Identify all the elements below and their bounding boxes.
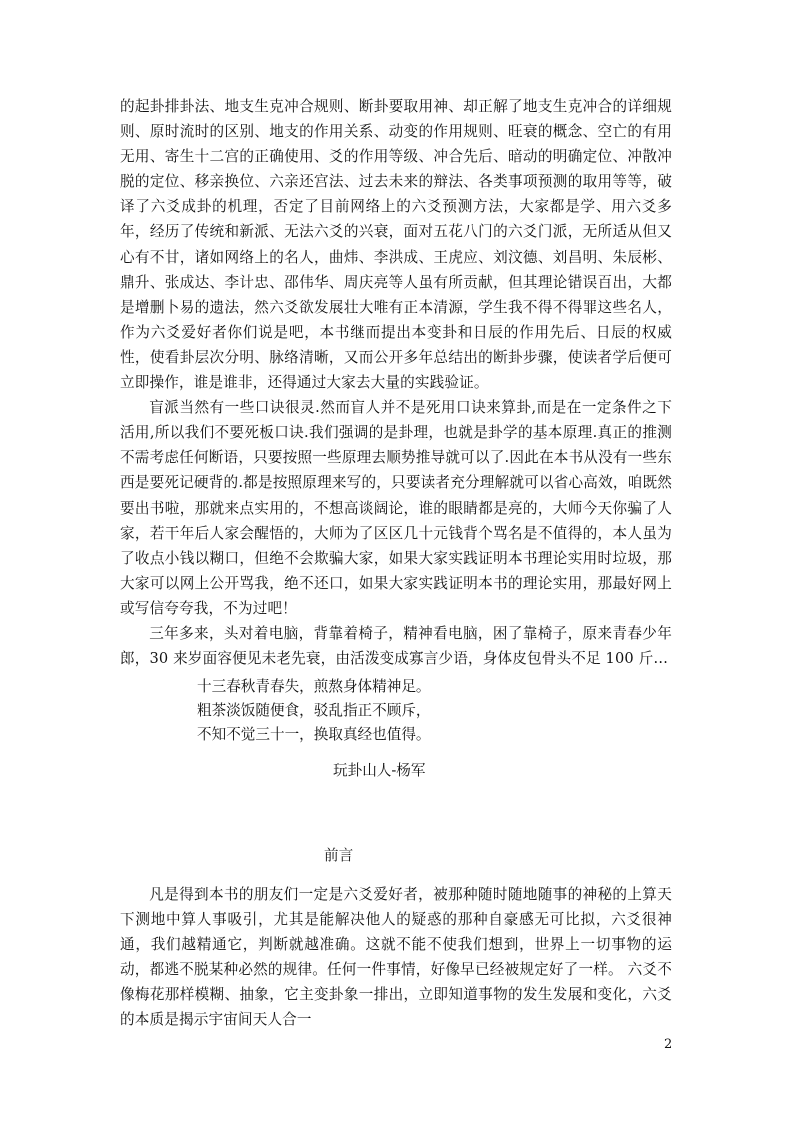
body-paragraph-3: 三年多来，头对着电脑，背靠着椅子，精神看电脑，困了靠椅子，原来青春少年郎，30 来岁面容便见未老先衰，由活泼变成寡言少语，身体皮包骨头不足 100 斤… (120, 624, 672, 668)
poem-line: 粗茶淡饭随便食，驳乱指正不顾斥， (197, 702, 431, 719)
preface-paragraph: 凡是得到本书的朋友们一定是六爻爱好者，被那种随时随地随事的神秘的上算天下测地中算人事吸引，尤其是能解决他人的疑惑的那种自豪感无可比拟，六爻很神通，我们越精通它，判断就越准确。这就不能不使我们想到，世界上一切事物的运动，都逃不脱某种必然的规律。任何一件事情，好像早已经被规定好了一样。 六爻不像梅花那样模糊、抽象，它主变卦象一排出，立即知道事物的发生发展和变化，六爻的本质是揭示宇宙间天人合一 (120, 886, 672, 1029)
preface-heading: 前言 (324, 847, 354, 864)
poem-line: 十三春秋青春失，煎熬身体精神足。 (197, 678, 431, 695)
body-paragraph-1: 的起卦排卦法、地支生克冲合规则、断卦要取用神、却正解了地支生克冲合的详细规则、原时流时的区别、地支的作用关系、动变的作用规则、旺衰的概念、空亡的有用无用、寄生十二宫的正确使用、爻的作用等级、冲合先后、暗动的明确定位、冲散冲脱的定位、移亲换位、六亲还宫法、过去未来的辩法、各类事项预测的取用等等，破译了六爻成卦的机理，否定了目前网络上的六爻预测方法，大家都是学、用六爻多年，经历了传统和新派、无法六爻的兴衰，面对五花八门的六爻门派，无所适从但又心有不甘，诸如网络上的名人，曲炜、李洪成、王虎应、刘汶德、刘昌明、朱辰彬、鼎升、张成达、李计忠、邵伟华、周庆亮等人虽有所贡献，但其理论错误百出，大都是增删卜易的遗法，然六爻欲发展壮大唯有正本清源，学生我不得不得罪这些名人，作为六爻爱好者你们说是吧，本书继而提出本变卦和日辰的作用先后、日辰的权威性，使看卦层次分明、脉络清晰，又而公开多年总结出的断卦步骤，使读者学后便可立即操作，谁是谁非，还得通过大家去大量的实践验证。 (120, 98, 672, 392)
author-signature: 玩卦山人-杨军 (333, 762, 426, 779)
poem-line: 不知不觉三十一，换取真经也值得。 (197, 726, 431, 743)
page-number: 2 (664, 1037, 673, 1052)
preface-body-text (120, 882, 672, 1033)
body-paragraph-2: 盲派当然有一些口诀很灵.然而盲人并不是死用口诀来算卦,而是在一定条件之下活用,所以我们不要死板口诀.我们强调的是卦理，也就是卦学的基本原理.真正的推测不需考虑任何断语，只要按照一些原理去顺势推导就可以了.因此在本书从没有一些东西是要死记硬背的.都是按照原理来写的，只要读者充分理解就可以省心高效，咱既然要出书啦，那就来点实用的，不想高谈阔论，谁的眼睛都是亮的，大师今天你骗了人家，若干年后人家会醒悟的，大师为了区区几十元钱背个骂名是不值得的，本人虽为了收点小钱以糊口，但绝不会欺骗大家，如果大家实践证明本书理论实用时垃圾，那大家可以网上公开骂我，绝不还口，如果大家实践证明本书的理论实用，那最好网上或写信夸夸我，不为过吧！ (120, 399, 672, 617)
main-body-text (120, 94, 672, 671)
poem (197, 675, 557, 747)
